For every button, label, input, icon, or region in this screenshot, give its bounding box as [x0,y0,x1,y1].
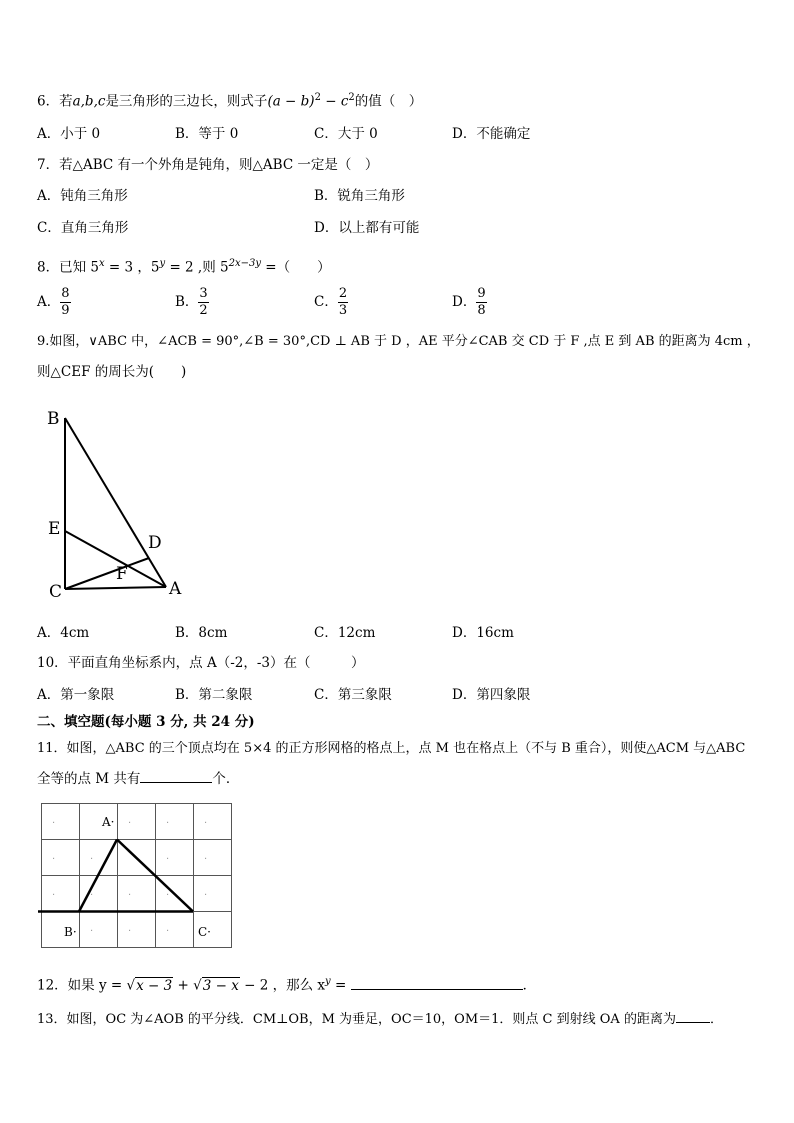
svg-text:·: · [128,890,132,901]
q6-exp: 2 [314,92,321,103]
q7-option-b: B．锐角三角形 [314,188,405,204]
q8-option-d [452,286,487,319]
label-c: C [49,582,63,602]
q8-option-c [314,286,348,319]
svg-text:·: · [90,890,94,901]
q8-option-a [37,286,71,319]
q6-option-b: B．等于 0 [175,126,239,142]
q12-pre: 12．如果 y = [37,977,127,994]
grid-label-c: C· [198,925,211,939]
q9-line2: 则△CEF 的周长为( ) [37,364,187,380]
q6-vars: a,b,c [72,93,106,110]
label-e: E [48,519,61,539]
q13-end: ． [709,1012,723,1027]
q12-exp: y [325,976,331,987]
q10-stem: 10．平面直角坐标系内，点 A（-2，-3）在（ ） [37,655,365,671]
q10-option-c: C．第三象限 [314,687,392,703]
line-ba [65,418,166,587]
q7-option-d: D．以上都有可能 [314,220,420,236]
grid-label-b: B· [64,925,77,939]
q8-d-label: D． [452,294,477,310]
q12-answer-blank[interactable] [351,989,523,990]
q11-line2-pre: 全等的点 M 共有 [37,771,141,787]
q8-pre: 8．已知 5 [37,259,99,276]
q8-stem [37,255,331,277]
q9-option-b: B．8cm [175,625,228,641]
q8-b: = 3 ，5 [104,259,160,276]
q11-grid-figure [38,800,236,952]
q12-end: ． [522,977,537,994]
q8-exp-y: y [159,258,166,269]
svg-text:·: · [166,890,170,901]
q7-stem: 7．若△ABC 有一个外角是钝角，则△ABC 一定是（ ） [37,157,379,173]
q9-line1: 9.如图，∨ABC 中，∠ACB = 90°,∠B = 30°,CD ⊥ AB 于 D ，AE 平分∠CAB 交 CD 于 F ,点 E 到 AB 的距离为 4cm ， [37,334,760,349]
q9-option-a: A．4cm [37,625,90,641]
svg-text:·: · [52,818,56,829]
svg-text:·: · [166,818,170,829]
q6-stem [37,89,422,111]
line-ca [65,587,166,589]
q8-c-label: C． [314,294,338,310]
q8-b-fraction: $\frac{3}{2}$ [199,286,208,318]
label-b: B [47,409,60,429]
q10-option-b: B．第二象限 [175,687,253,703]
q13-answer-blank[interactable] [676,1022,710,1023]
q9-option-d: D．16cm [452,625,514,641]
svg-text:·: · [52,854,56,865]
q13-stem [37,1011,723,1029]
q8-option-b [175,286,209,319]
q8-d-fraction: $\frac{9}{8}$ [477,286,486,318]
q6-option-a: A．小于 0 [37,126,101,142]
q6-expr: (a − b) [267,93,315,110]
q8-exp-x: x [98,258,105,269]
q11-answer-blank[interactable] [140,782,212,783]
svg-text:·: · [90,854,94,865]
q6-option-c: C．大于 0 [314,126,378,142]
q6-minus: − c [320,93,349,110]
q6-stem-pre: 6．若 [37,93,73,110]
label-a: A [169,579,182,599]
label-d: D [148,533,162,553]
svg-text:·: · [128,926,132,937]
q8-exp-2x3y: 2x−3y [228,258,262,269]
svg-text:·: · [90,926,94,937]
q8-b-label: B． [175,294,199,310]
q12-sqrt2: 3 − x [202,977,239,994]
label-f: F [116,564,128,584]
q11-line2 [37,770,239,788]
q7-option-c: C．直角三角形 [37,220,129,236]
q8-a-fraction: $\frac{8}{9}$ [61,286,70,318]
q10-option-a: A．第一象限 [37,687,115,703]
q8-a-label: A． [37,294,61,310]
q11-line1: 11．如图，△ABC 的三个顶点均在 5×4 的正方形网格的格点上，点 M 也在格点上（不与 B 重合），则使△ACM 与△ABC [37,741,746,756]
q6-option-d: D．不能确定 [452,126,531,142]
svg-text:·: · [166,854,170,865]
q12-stem: 12．如果 y = √x − 3 + √3 − x − 2 ，那么 $x^y$ = ． [37,976,537,994]
svg-text:·: · [52,890,56,901]
grid-label-a: A· [102,815,115,829]
q10-option-d: D．第四象限 [452,687,531,703]
q7-option-a: A．钝角三角形 [37,188,128,204]
q6-stem-mid: 是三角形的三边长，则式子 [105,93,268,110]
q12-plus: + [173,977,194,994]
q13-text: 13．如图，OC 为∠AOB 的平分线．CM⊥OB，M 为垂足，OC＝10，OM＝1．则点 C 到射线 OA 的距离为 [37,1012,676,1027]
q12-post2: = [330,977,351,994]
svg-text:·: · [166,926,170,937]
q6-stem-post: 的值（ ） [354,93,423,110]
q11-line2-post: 个． [212,771,240,787]
q8-f: =（ ） [261,259,331,276]
svg-text:·: · [204,890,208,901]
section-heading: 二、填空题(每小题 3 分, 共 24 分) [37,714,255,730]
svg-text:·: · [204,854,208,865]
line-cd [65,558,149,589]
q8-d: = 2 ,则 5 [165,259,229,276]
svg-text:·: · [128,818,132,829]
q12-post1: − 2 ，那么 x [239,977,326,994]
q9-triangle-figure [40,400,200,605]
q12-sqrt1: x − 3 [136,977,173,994]
q9-option-c: C．12cm [314,625,376,641]
q6-exp-c: 2 [348,92,355,103]
svg-text:·: · [204,818,208,829]
q8-c-fraction: $\frac{2}{3}$ [338,286,348,318]
